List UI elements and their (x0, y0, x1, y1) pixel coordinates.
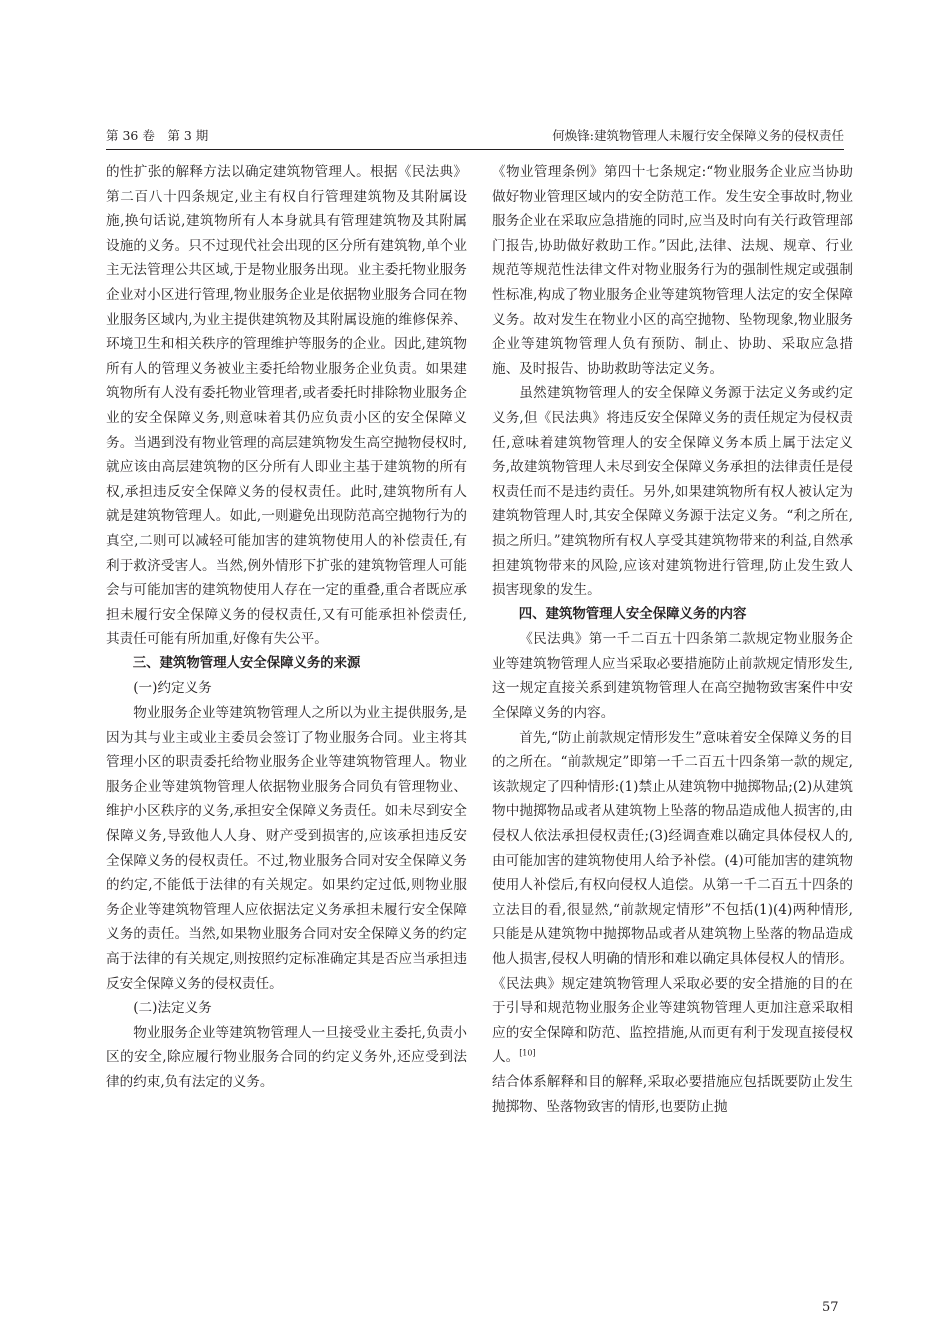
right-column (492, 160, 853, 1119)
paragraph: 《民法典》第一千二百五十四条第二款规定物业服务企业等建筑物管理人应当采取必要措施防止前款规定情形发生,这一规定直接关系到建筑物管理人在高空抛物致害案件中安全保障义务的内容。 (492, 631, 853, 722)
paragraph-text: 首先,“防止前款规定情形发生”意味着安全保障义务的目的之所在。“前款规定”即第一千二百五十四条第一款的规定,该款规定了四种情形:(1)禁止从建筑物中抛掷物品;(2)从建筑物中抛掷物品或者从建筑物上坠落的物品造成他人损害的,由侵权人依法承担侵权责任;(3)经调查难以确定具体侵权人的,由可能加害的建筑物使用人给予补偿。(4)可能加害的建筑物使用人补偿后,有权向侵权人追偿。从第一千二百五十四条的立法目的看,很显然,“前款规定情形”不包括(1)(4)两种情形,只能是从建筑物中抛掷物品或者从建筑物上坠落的物品造成他人损害,侵权人明确的情形和难以确定具体侵权人的情形。《民法典》规定建筑物管理人采取必要的安全措施的目的在于引导和规范物业服务企业等建筑物管理人更加注意采取相应的安全保障和防范、监控措施,从而更有利于发现直接侵权人。 (492, 729, 853, 1066)
section-heading-4: 四、建筑物管理人安全保障义务的内容 (518, 606, 747, 622)
left-column (106, 160, 467, 1095)
running-header (106, 126, 844, 150)
journal-volume-issue: 第 36 卷 第 3 期 (106, 128, 209, 143)
subsection-heading-contractual: (一)约定义务 (133, 680, 212, 697)
paragraph: 结合体系解释和目的解释,采取必要措施应包括既要防止发生抛掷物、坠落物致害的情形,也要防止抛 (492, 1073, 853, 1115)
paragraph (492, 726, 853, 1070)
paragraph: 《物业管理条例》第四十七条规定:“物业服务企业应当协助做好物业管理区域内的安全防范工作。发生安全事故时,物业服务企业在采取应急措施的同时,应当及时向有关行政管理部门报告,协助做好救助工作。”因此,法律、法规、规章、行业规范等规范性法律文件对物业服务行为的强制性规定或强制性标准,构成了物业服务企业等建筑物管理人法定的安全保障义务。故对发生在物业小区的高空抛物、坠物现象,物业服务企业等建筑物管理人负有预防、制止、协助、采取应急措施、及时报告、协助救助等法定义务。 (492, 164, 853, 377)
article-running-title: 何焕锋:建筑物管理人未履行安全保障义务的侵权责任 (552, 128, 844, 143)
header-rule (106, 149, 844, 150)
paragraph: 物业服务企业等建筑物管理人之所以为业主提供服务,是因为其与业主或业主委员会签订了物业服务合同。业主将其管理小区的职责委托给物业服务企业等建筑物管理人。物业服务企业等建筑物管理人依据物业服务合同负有管理物业、维护小区秩序的义务,承担安全保障义务责任。如未尽到安全保障义务,导致他人人身、财产受到损害的,应该承担违反安全保障义务的侵权责任。不过,物业服务合同对安全保障义务的约定,不能低于法律的有关规定。如果约定过低,则物业服务企业等建筑物管理人应依据法定义务承担未履行安全保障义务的责任。当然,如果物业服务合同对安全保障义务的约定高于法律的有关规定,则按照约定标准确定其是否应当承担违反安全保障义务的侵权责任。 (106, 705, 467, 992)
paragraph: 虽然建筑物管理人的安全保障义务源于法定义务或约定义务,但《民法典》将违反安全保障义务的责任规定为侵权责任,意味着建筑物管理人的安全保障义务本质上属于法定义务,故建筑物管理人未尽到安全保障义务承担的法律责任是侵权责任而不是违约责任。另外,如果建筑物所有权人被认定为建筑物管理人时,其安全保障义务源于法定义务。“利之所在,损之所归。”建筑物所有权人享受其建筑物带来的利益,自然承担建筑物带来的风险,应该对建筑物进行管理,防止发生致人损害现象的发生。 (492, 385, 853, 599)
page-number: 57 (822, 1300, 839, 1315)
section-heading-3: 三、建筑物管理人安全保障义务的来源 (132, 655, 361, 671)
citation-marker: [10] (519, 1048, 536, 1058)
subsection-heading-statutory: (二)法定义务 (133, 1000, 212, 1017)
paragraph: 物业服务企业等建筑物管理人一旦接受业主委托,负责小区的安全,除应履行物业服务合同的约定义务外,还应受到法律的约束,负有法定的义务。 (106, 1024, 467, 1090)
paragraph: 的性扩张的解释方法以确定建筑物管理人。根据《民法典》第二百八十四条规定,业主有权自行管理建筑物及其附属设施,换句话说,建筑物所有人本身就具有管理建筑物及其附属设施的义务。只不过现代社会出现的区分所有建筑物,单个业主无法管理公共区域,于是物业服务出现。业主委托物业服务企业对小区进行管理,物业服务企业是依据物业服务合同在物业服务区域内,为业主提供建筑物及其附属设施的维修保养、环境卫生和相关秩序的管理维护等服务的企业。因此,建筑物所有人的管理义务被业主委托给物业服务企业负责。如果建筑物所有人没有委托物业管理者,或者委托时排除物业服务企业的安全保障义务,则意味着其仍应负责小区的安全保障义务。当遇到没有物业管理的高层建筑物发生高空抛物侵权时,就应该由高层建筑物的区分所有人即业主基于建筑物的所有权,承担违反安全保障义务的侵权责任。此时,建筑物所有人就是建筑物管理人。如此,一则避免出现防范高空抛物行为的真空,二则可以减轻可能加害的建筑物使用人的补偿责任,有利于救济受害人。当然,例外情形下扩张的建筑物管理人可能会与可能加害的建筑物使用人存在一定的重叠,重合者既应承担未履行安全保障义务的侵权责任,又有可能承担补偿责任,其责任可能有所加重,好像有失公平。 (106, 164, 467, 648)
